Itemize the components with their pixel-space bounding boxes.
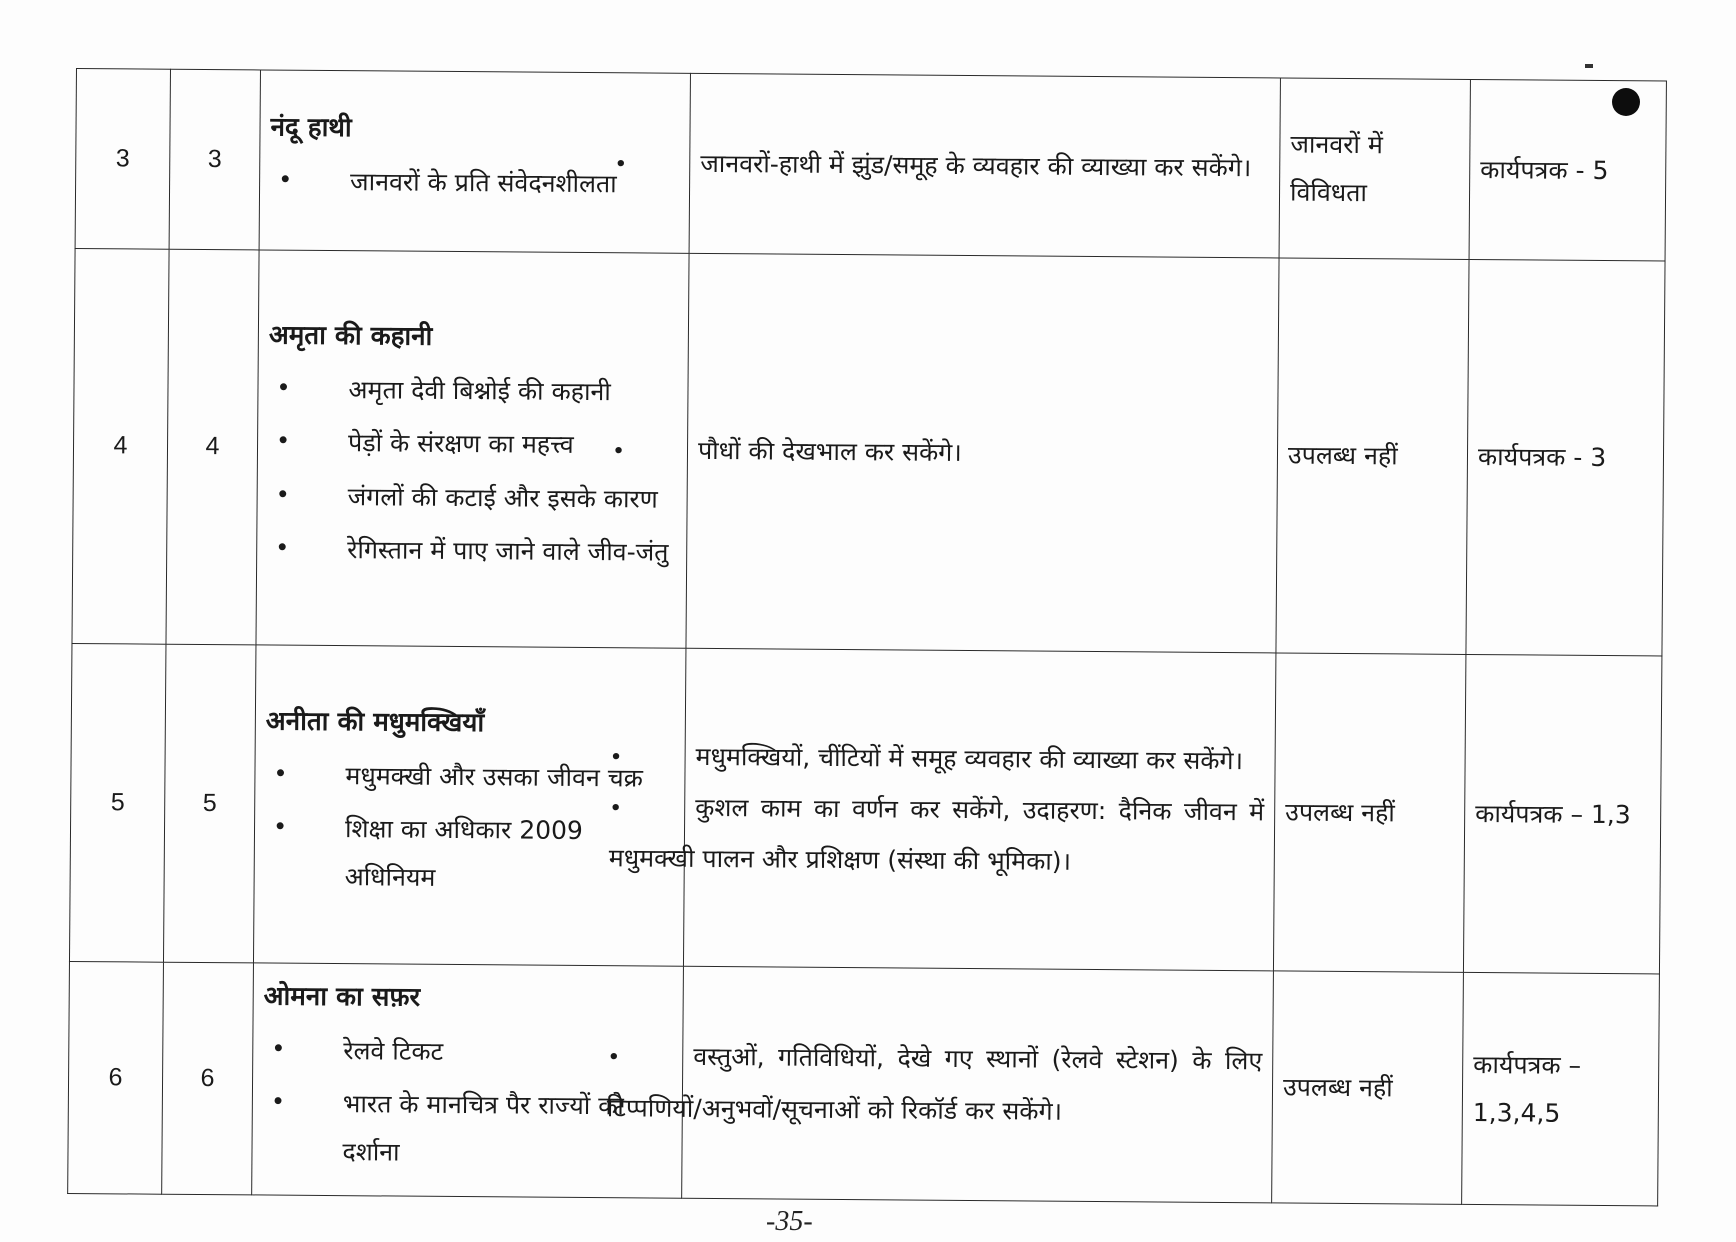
table-row xyxy=(68,961,1660,1205)
outcome-item: • मधुमक्खियों, चींटियों में समूह व्यवहार की व्याख्या कर सकेंगे। xyxy=(609,730,1264,786)
chapter-number: 6 xyxy=(162,962,254,1195)
worksheet-cell: कार्यपत्रक - 3 xyxy=(1466,259,1665,656)
page-number: -35- xyxy=(766,1206,813,1237)
serial-number: 5 xyxy=(69,643,165,962)
subtopic-item: • मधुमक्खी और उसका जीवन चक्र xyxy=(345,752,674,802)
learning-outcome-cell xyxy=(686,253,1279,653)
resource-cell: उपलब्ध नहीं xyxy=(1276,258,1469,654)
serial-number: 6 xyxy=(68,961,164,1194)
outcome-item: • जानवरों-हाथी में झुंड/समूह के व्यवहार की व्याख्या कर सकेंगे। xyxy=(614,137,1269,193)
chapter-title: अमृता की कहानी xyxy=(268,320,433,352)
subtopic-item: • अमृता देवी बिश्नोई की कहानी xyxy=(348,366,677,416)
chapter-title: नंदू हाथी xyxy=(270,112,352,144)
resource-cell: उपलब्ध नहीं xyxy=(1273,653,1465,972)
subtopic-item: • शिक्षा का अधिकार 2009 अधिनियम xyxy=(344,805,674,903)
learning-outcome-cell xyxy=(608,648,1275,971)
chapter-number: 4 xyxy=(166,249,259,645)
subtopic-item: • जानवरों के प्रति संवेदनशीलता xyxy=(350,158,679,208)
chapter-title: ओमना का सफ़र xyxy=(263,981,421,1013)
resource-cell: जानवरों में विविधता xyxy=(1279,78,1470,259)
resource-cell: उपलब्ध नहीं xyxy=(1272,971,1464,1204)
outcome-item: • पौधों की देखभाल कर सकेंगे। xyxy=(612,425,1267,481)
serial-number: 3 xyxy=(75,69,170,250)
table-row xyxy=(69,643,1661,973)
worksheet-cell: कार्यपत्रक - 5 xyxy=(1469,79,1666,261)
serial-number: 4 xyxy=(72,248,169,644)
outcome-list xyxy=(698,425,1267,481)
chapter-title: अनीता की मधुमक्खियाँ xyxy=(265,706,485,738)
outcome-item: • वस्तुओं, गतिविधियों, देखे गए स्थानों (रेलवे स्टेशन) के लिए टिप्पणियों/अनुभवों/सूचनाओं को रिकॉर्ड कर सकेंगे। xyxy=(607,1030,1263,1138)
subtopic-item: • रेगिस्तान में पाए जाने वाले जीव-जंतु xyxy=(347,526,676,576)
table-row xyxy=(75,69,1666,261)
table-row xyxy=(72,248,1665,655)
chapter-number: 3 xyxy=(169,69,260,250)
learning-outcome-cell xyxy=(689,73,1280,258)
worksheet-cell: कार्यपत्रक – 1,3,4,5 xyxy=(1462,972,1660,1206)
subtopic-item: • जंगलों की कटाई और इसके कारण xyxy=(347,473,676,523)
lesson-plan-table xyxy=(67,68,1667,1206)
chapter-number: 5 xyxy=(163,644,255,963)
subtopic-item: • भारत के मानचित्र पैर राज्यों को दर्शाना xyxy=(342,1080,672,1178)
outcome-list xyxy=(700,138,1269,194)
learning-outcome-cell xyxy=(606,966,1274,1203)
outcome-list xyxy=(606,1031,1263,1138)
scan-mark xyxy=(1585,64,1593,68)
outcome-item: • कुशल काम का वर्णन कर सकेंगे, उदाहरण: दैनिक जीवन में मधुमक्खी पालन और प्रशिक्षण (संस्था की भूमिका)। xyxy=(609,781,1265,889)
outcome-list xyxy=(608,731,1265,889)
subtopic-item: • रेलवे टिकट xyxy=(343,1027,672,1077)
worksheet-cell: कार्यपत्रक – 1,3 xyxy=(1463,654,1661,974)
subtopic-item: • पेड़ों के संरक्षण का महत्त्व xyxy=(348,419,677,469)
